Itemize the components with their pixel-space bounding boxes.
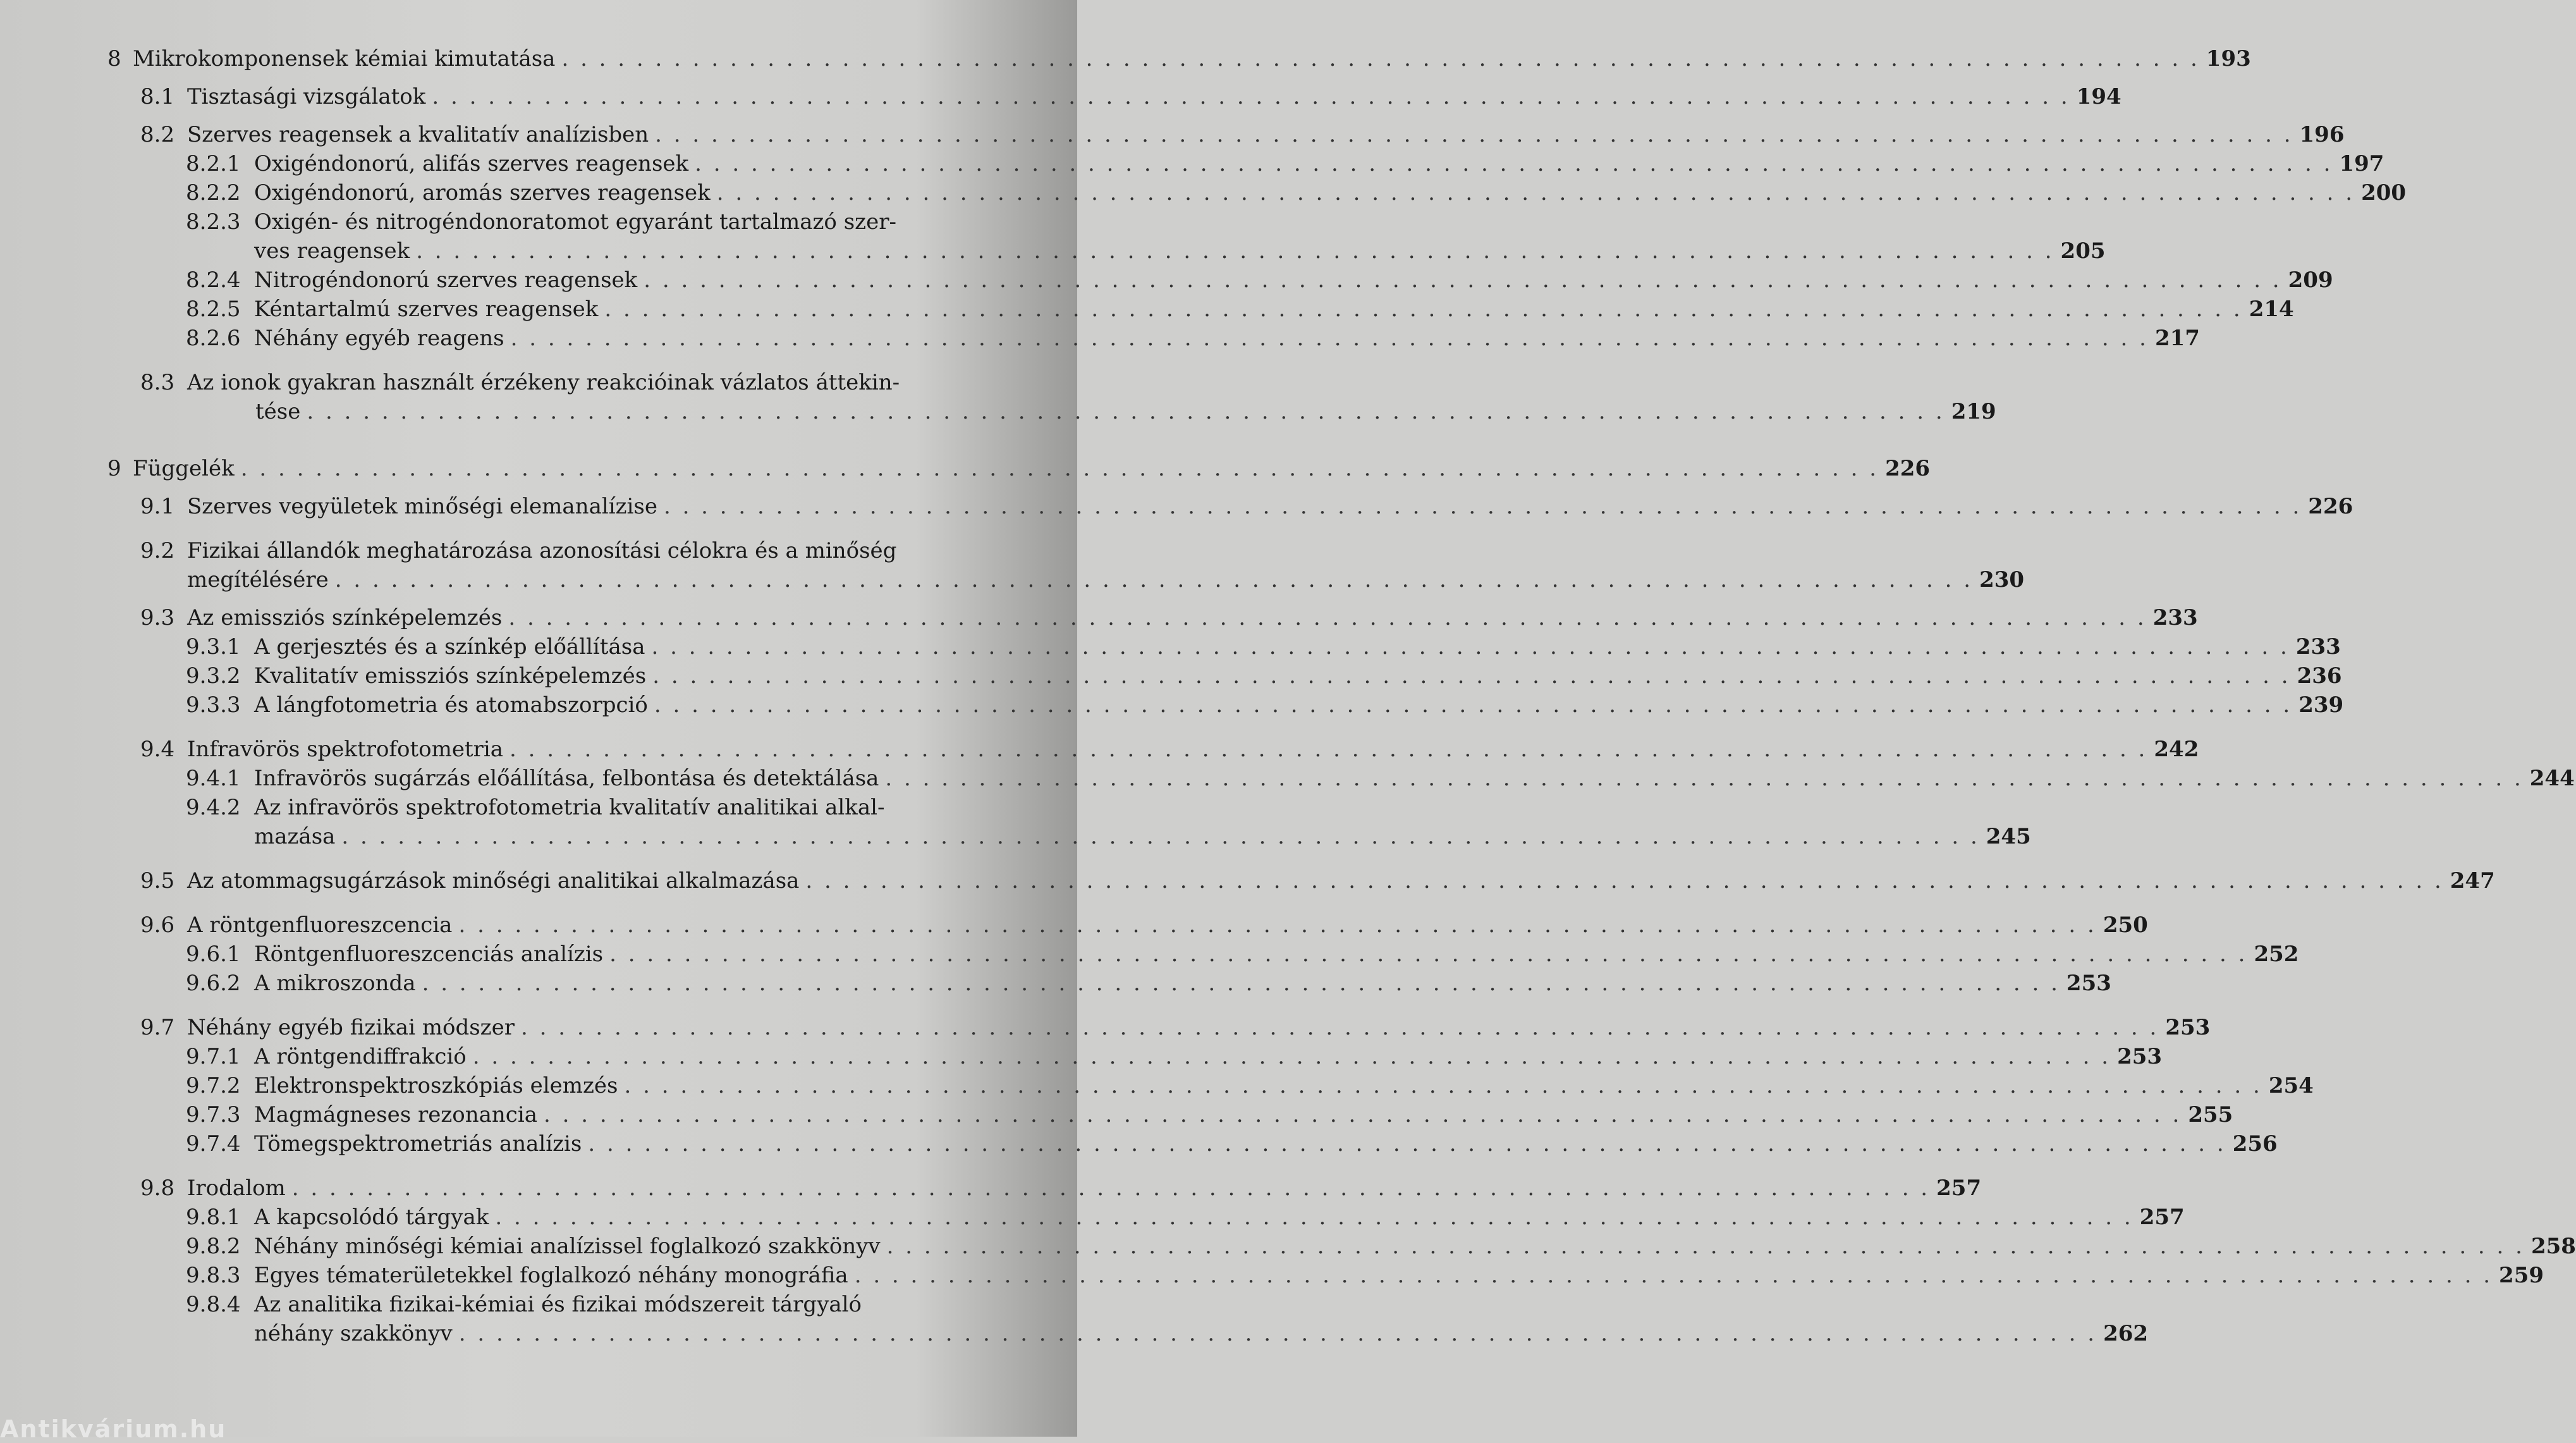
entry-number: 8.2 [140, 122, 175, 147]
entry-title: Mikrokomponensek kémiai kimutatása [133, 46, 556, 71]
leader-dots [508, 603, 2146, 632]
page-number: 205 [2060, 238, 2106, 264]
page-number: 209 [2288, 267, 2333, 293]
entry-title: Röntgenfluoreszcenciás analízis [254, 942, 604, 967]
leader-dots [664, 492, 2302, 521]
toc-entry [107, 149, 2384, 178]
toc-entry [107, 793, 2031, 851]
entry-title: Oxigéndonorú, aromás szerves reagensek [254, 180, 711, 206]
toc-entry [107, 1232, 2576, 1261]
entry-title-continuation: megítélésére [187, 567, 329, 593]
entry-title: Néhány minőségi kémiai analízissel foglalkozó szakkönyv [254, 1234, 881, 1259]
entry-number: 8.3 [140, 370, 175, 395]
entry-title: Fizikai állandók meghatározása azonosítási célokra és a minőség [187, 538, 897, 563]
toc-entry [107, 1013, 2211, 1042]
page-number: 214 [2249, 297, 2294, 322]
toc-entry [107, 691, 2344, 720]
entry-number: 9.6.1 [186, 942, 241, 967]
toc-entry [107, 368, 1996, 426]
entry-number: 9.6.2 [186, 971, 241, 996]
entry-title: Infravörös sugárzás előállítása, felbontása és detektálása [254, 766, 879, 791]
page-number: 196 [2299, 122, 2345, 147]
leader-dots [459, 1319, 2097, 1348]
page-number: 250 [2103, 912, 2148, 938]
page-number: 254 [2268, 1073, 2314, 1098]
toc-entry [107, 1261, 2544, 1290]
entry-number: 9.3.3 [186, 692, 241, 718]
page-number: 247 [2450, 868, 2495, 893]
entry-title: Irodalom [187, 1176, 286, 1201]
entry-number: 9.7.1 [186, 1044, 241, 1069]
entry-title: A röntgendiffrakció [254, 1044, 467, 1069]
entry-title: A kapcsolódó tárgyak [254, 1205, 489, 1230]
entry-title: Kvalitatív emissziós színképelemzés [254, 663, 647, 689]
page-number: 230 [1979, 567, 2025, 593]
toc-entry [107, 940, 2299, 969]
entry-title: Az atommagsugárzások minőségi analitikai alkalmazása [187, 868, 800, 893]
toc-entry [107, 603, 2198, 632]
toc-entry [107, 661, 2342, 691]
page-number: 253 [2117, 1044, 2163, 1069]
leader-dots [887, 1232, 2525, 1261]
entry-number: 9 [107, 456, 121, 481]
entry-title: Egyes tématerületekkel foglalkozó néhány monográfia [254, 1263, 848, 1288]
page-number: 258 [2530, 1234, 2576, 1259]
page-number: 217 [2154, 326, 2200, 351]
toc-entry [107, 969, 2111, 998]
entry-title: Az emissziós színképelemzés [187, 605, 503, 630]
toc-entry [107, 178, 2407, 207]
watermark: Antikvárium.hu [0, 1415, 227, 1443]
entry-number: 9.6 [140, 912, 175, 938]
leader-dots [655, 120, 2293, 149]
page-number: 200 [2361, 180, 2407, 206]
entry-title: Oxigén- és nitrogéndonoratomot egyaránt tartalmazó szer- [254, 209, 896, 235]
toc-entry [107, 764, 2575, 793]
page-number: 233 [2295, 634, 2341, 660]
entry-title: Néhány egyéb fizikai módszer [187, 1015, 515, 1040]
leader-dots [292, 1174, 1930, 1203]
entry-number: 9.3.2 [186, 663, 241, 689]
toc-entry [107, 207, 2106, 266]
page-number: 255 [2188, 1102, 2233, 1127]
entry-number: 9.8.4 [186, 1292, 241, 1317]
entry-number: 9.3.1 [186, 634, 241, 660]
leader-dots [588, 1129, 2226, 1158]
entry-number: 8.2.6 [186, 326, 241, 351]
page-number: 197 [2339, 151, 2384, 176]
leader-dots [521, 1013, 2159, 1042]
page-number: 253 [2066, 971, 2111, 996]
toc-entry [107, 1174, 1982, 1203]
leader-dots [855, 1261, 2493, 1290]
leader-dots [604, 295, 2242, 324]
page-number: 257 [1936, 1176, 1982, 1201]
entry-number: 9.7.2 [186, 1073, 241, 1098]
page-number: 194 [2076, 84, 2121, 109]
entry-number: 8.2.2 [186, 180, 241, 206]
entry-title: Az analitika fizikai-kémiai és fizikai módszereit tárgyaló [254, 1292, 862, 1317]
entry-title: Szerves vegyületek minőségi elemanalízise [187, 494, 657, 519]
toc-entry [107, 1203, 2185, 1232]
entry-number: 9.3 [140, 605, 175, 630]
page-number: 252 [2254, 942, 2299, 967]
entry-number: 8.1 [140, 84, 175, 109]
entry-title: Elektronspektroszkópiás elemzés [254, 1073, 618, 1098]
entry-title: A gerjesztés és a színkép előállítása [254, 634, 645, 660]
page-number: 262 [2103, 1321, 2149, 1346]
entry-title: Néhány egyéb reagens [254, 326, 504, 351]
entry-number: 9.7.4 [186, 1131, 241, 1157]
entry-title: Infravörös spektrofotometria [187, 737, 504, 762]
leader-dots [335, 565, 1973, 594]
entry-title-continuation: néhány szakkönyv [254, 1321, 453, 1346]
toc-entry [107, 324, 2200, 353]
toc-entry [107, 1071, 2314, 1100]
leader-dots [510, 735, 2147, 764]
entry-number: 9.2 [140, 538, 175, 563]
entry-number: 9.8.2 [186, 1234, 241, 1259]
page-number: 236 [2297, 663, 2342, 689]
page-number: 245 [1986, 824, 2031, 849]
leader-dots [644, 266, 2281, 295]
entry-number: 9.4 [140, 737, 175, 762]
page-number: 244 [2529, 766, 2575, 791]
entry-number: 9.5 [140, 868, 175, 893]
leader-dots [652, 661, 2290, 691]
entry-title: Függelék [133, 456, 235, 481]
leader-dots [654, 691, 2292, 720]
toc-entry [107, 1100, 2233, 1129]
entry-title: Nitrogéndonorú szerves reagensek [254, 267, 638, 293]
entry-title: Kéntartalmú szerves reagensek [254, 297, 599, 322]
leader-dots [307, 397, 1944, 426]
entry-number: 9.4.1 [186, 766, 241, 791]
entry-title-continuation: ves reagensek [254, 238, 410, 264]
entry-number: 9.7.3 [186, 1102, 241, 1127]
toc-entry [107, 266, 2333, 295]
toc-entry [107, 632, 2341, 661]
leader-dots [624, 1071, 2262, 1100]
toc-entry [107, 120, 2345, 149]
entry-number: 8.2.4 [186, 267, 241, 293]
entry-title: A röntgenfluoreszcencia [187, 912, 453, 938]
entry-title: A lángfotometria és atomabszorpció [254, 692, 648, 718]
entry-title: Oxigéndonorú, alifás szerves reagensek [254, 151, 689, 176]
entry-number: 8.2.1 [186, 151, 241, 176]
entry-number: 9.4.2 [186, 795, 241, 820]
entry-number: 9.8 [140, 1176, 175, 1201]
toc-entry [107, 82, 2121, 111]
toc-entry [107, 492, 2353, 521]
toc-entry [107, 866, 2495, 895]
leader-dots [885, 764, 2523, 793]
page-number: 239 [2298, 692, 2344, 718]
toc-entry [107, 911, 2148, 940]
toc-entry [107, 1129, 2278, 1158]
table-of-contents [107, 44, 2576, 1348]
leader-dots [651, 632, 2289, 661]
leader-dots [511, 324, 2149, 353]
leader-dots [473, 1042, 2111, 1071]
entry-title: Az ionok gyakran használt érzékeny reakcióinak vázlatos áttekin- [187, 370, 900, 395]
entry-number: 9.7 [140, 1015, 175, 1040]
leader-dots [341, 822, 1979, 851]
toc-entry [107, 44, 2251, 73]
page-number: 259 [2499, 1263, 2544, 1288]
entry-title: Az infravörös spektrofotometria kvalitatív analitikai alkal- [254, 795, 885, 820]
leader-dots [432, 82, 2070, 111]
toc-entry [107, 454, 1931, 483]
leader-dots [609, 940, 2247, 969]
page-number: 257 [2139, 1205, 2185, 1230]
page-number: 242 [2154, 737, 2199, 762]
page-number: 226 [2308, 494, 2353, 519]
entry-number: 9.8.1 [186, 1205, 241, 1230]
entry-title: Magmágneses rezonancia [254, 1102, 537, 1127]
leader-dots [695, 149, 2333, 178]
entry-title: Tömegspektrometriás analízis [254, 1131, 582, 1157]
entry-number: 8.2.3 [186, 209, 241, 235]
entry-number: 9.1 [140, 494, 175, 519]
page-number: 219 [1951, 399, 1996, 424]
leader-dots [458, 911, 2096, 940]
page-number: 253 [2165, 1015, 2211, 1040]
entry-number: 8 [107, 46, 121, 71]
page-number: 193 [2206, 46, 2251, 71]
entry-title: Tisztasági vizsgálatok [187, 84, 426, 109]
toc-entry [107, 536, 2025, 594]
toc-entry [107, 1042, 2163, 1071]
entry-title: A mikroszonda [254, 971, 416, 996]
entry-title-continuation: mazása [254, 824, 336, 849]
leader-dots [422, 969, 2060, 998]
entry-title: Szerves reagensek a kvalitatív analízisben [187, 122, 649, 147]
toc-entry [107, 1290, 2149, 1348]
leader-dots [495, 1203, 2133, 1232]
page-number: 226 [1885, 456, 1931, 481]
leader-dots [561, 44, 2199, 73]
leader-dots [805, 866, 2443, 895]
leader-dots [416, 236, 2054, 266]
leader-dots [241, 454, 1879, 483]
leader-dots [544, 1100, 2182, 1129]
page-number: 256 [2232, 1131, 2278, 1157]
toc-entry [107, 295, 2294, 324]
entry-number: 9.8.3 [186, 1263, 241, 1288]
entry-number: 8.2.5 [186, 297, 241, 322]
entry-title-continuation: tése [255, 399, 301, 424]
leader-dots [717, 178, 2355, 207]
page-number: 233 [2152, 605, 2198, 630]
toc-entry [107, 735, 2199, 764]
